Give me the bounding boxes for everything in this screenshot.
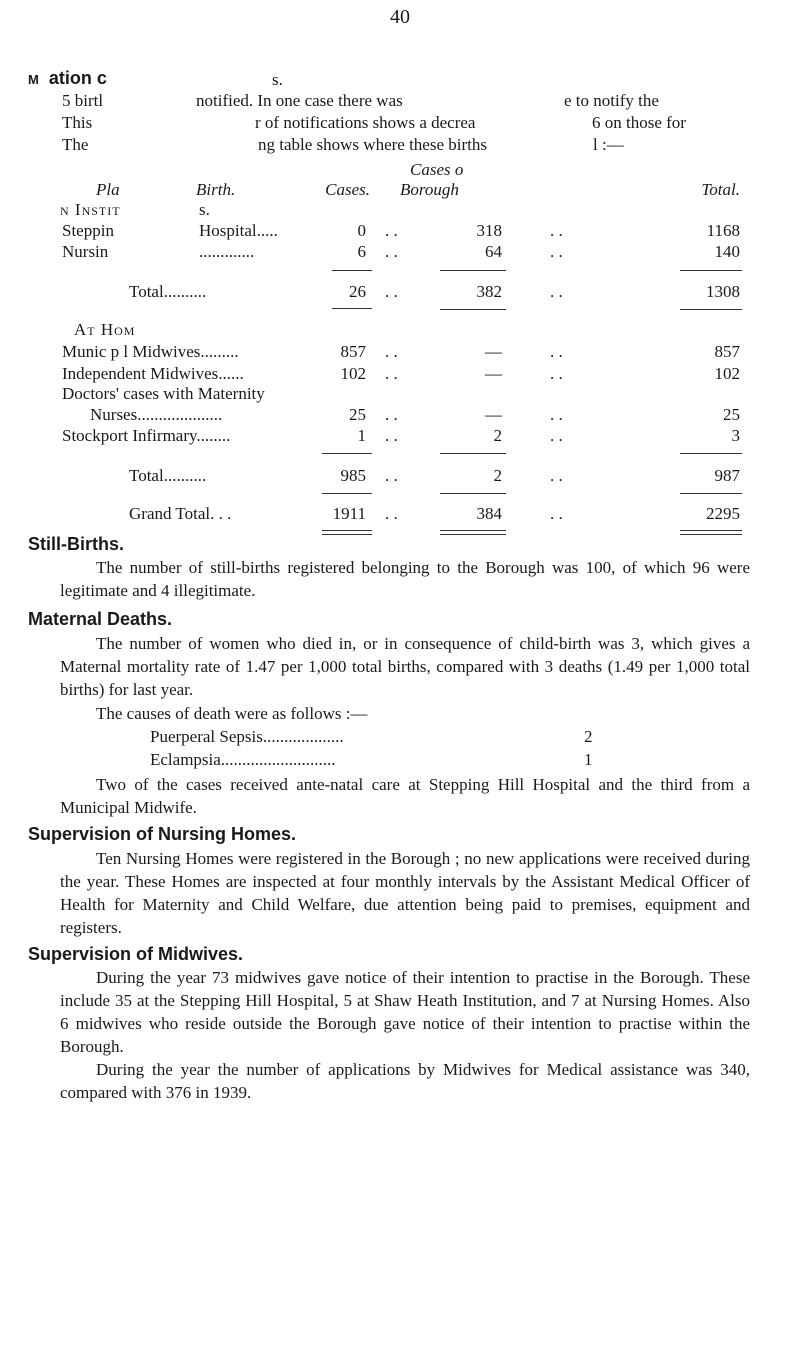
rule bbox=[680, 493, 742, 494]
dots: . . bbox=[550, 221, 563, 240]
row-label: Doctors' cases with Maternity bbox=[62, 384, 265, 403]
rule bbox=[680, 453, 742, 454]
cell-cases: 1911 bbox=[332, 504, 366, 523]
cell-total: 3 bbox=[731, 426, 740, 445]
dots: . . bbox=[385, 466, 398, 485]
row-sublabel: ............. bbox=[199, 242, 255, 261]
dots: . . bbox=[550, 426, 563, 445]
rule bbox=[440, 493, 506, 494]
cell-borough: 382 bbox=[476, 282, 502, 301]
page-number: 40 bbox=[390, 6, 410, 28]
dots: . . bbox=[550, 405, 563, 424]
rule bbox=[322, 493, 372, 494]
intro-line2-mid: notified. In one case there was bbox=[196, 91, 403, 110]
cell-total: 140 bbox=[714, 242, 740, 261]
cell-borough: 64 bbox=[485, 242, 502, 261]
rule bbox=[332, 270, 372, 271]
cell-total: 857 bbox=[714, 342, 740, 361]
cell-borough: — bbox=[485, 342, 502, 361]
midwives-text1: During the year 73 midwives gave notice of their intention to practise in the Borough. These include 35 at the Stepping Hill Hospital, 5 at Shaw Heath Institution, and 7 at Nursing Homes. Also 6 midwives who reside outside the Borough gave notice of their intention to practise within the Borough. bbox=[60, 968, 750, 1056]
cases-of-header: Cases o bbox=[410, 160, 464, 179]
cell-borough: — bbox=[485, 405, 502, 424]
dots: . . bbox=[550, 364, 563, 383]
midwives-text2: During the year the number of applications by Midwives for Medical assistance was 340, compared with 376 in 1939. bbox=[60, 1060, 750, 1102]
cause-label: Eclampsia........................... bbox=[150, 750, 336, 769]
double-rule bbox=[322, 530, 372, 535]
maternal-text: The number of women who died in, or in consequence of child-birth was 3, which gives a Maternal mortality rate of 1.47 per 1,000 total births, compared with 3 deaths (1.49 per 1,000 total births) for last year. bbox=[60, 634, 750, 699]
col-header-total: Total. bbox=[701, 180, 740, 199]
row-label: Munic p l Midwives......... bbox=[62, 342, 239, 361]
cell-borough: 2 bbox=[493, 426, 502, 445]
rule bbox=[680, 270, 742, 271]
dots: . . bbox=[385, 504, 398, 523]
double-rule bbox=[680, 530, 742, 535]
row-label: Stockport Infirmary........ bbox=[62, 426, 231, 445]
intro-line3-mid: r of notifications shows a decrea bbox=[255, 113, 476, 132]
dots: . . bbox=[550, 282, 563, 301]
maternal-heading: Maternal Deaths. bbox=[28, 609, 173, 629]
intro-line2-left: 5 birtl bbox=[62, 91, 104, 110]
cell-borough: 318 bbox=[476, 221, 502, 240]
dots: . . bbox=[385, 282, 398, 301]
nursing-homes-heading: Supervision of Nursing Homes. bbox=[28, 824, 297, 844]
dots: . . bbox=[385, 342, 398, 361]
section-institutions-suffix: s. bbox=[199, 200, 210, 219]
cell-total: 1168 bbox=[706, 221, 740, 240]
dots: . . bbox=[385, 405, 398, 424]
dots: . . bbox=[550, 466, 563, 485]
cell-total: 2295 bbox=[706, 504, 740, 523]
dots: . . bbox=[550, 242, 563, 261]
cell-total: 25 bbox=[723, 405, 740, 424]
still-births-heading: Still-Births. bbox=[28, 534, 125, 554]
cell-cases: 1 bbox=[357, 426, 366, 445]
midwives-heading: Supervision of Midwives. bbox=[28, 944, 244, 964]
cell-cases: 985 bbox=[340, 466, 366, 485]
col-header-borough: Borough bbox=[400, 180, 459, 199]
intro-line2-right: e to notify the bbox=[564, 91, 659, 110]
still-births-text: The number of still-births registered belonging to the Borough was 100, of which 96 were legitimate and 4 illegitimate. bbox=[60, 558, 750, 600]
intro-line3-left: This bbox=[62, 113, 93, 132]
cell-borough: 384 bbox=[476, 504, 502, 523]
cell-total: 987 bbox=[714, 466, 740, 485]
section-institutions: n Instit bbox=[60, 200, 121, 219]
col-header-birth: Birth. bbox=[196, 180, 236, 199]
rule bbox=[440, 453, 506, 454]
intro-line4-right: l :— bbox=[593, 135, 624, 154]
dots: . . bbox=[550, 504, 563, 523]
row-label: Nursin bbox=[62, 242, 109, 261]
double-rule bbox=[440, 530, 506, 535]
cause-value: 1 bbox=[584, 750, 593, 769]
cause-label: Puerperal Sepsis................... bbox=[150, 727, 344, 746]
cause-value: 2 bbox=[584, 727, 593, 746]
intro-line4-left: The bbox=[62, 135, 89, 154]
rule bbox=[440, 309, 506, 310]
maternal-after: Two of the cases received ante-natal care at Stepping Hill Hospital and the third from a Municipal Midwife. bbox=[60, 775, 750, 817]
dots: . . bbox=[385, 364, 398, 383]
cell-total: 102 bbox=[714, 364, 740, 383]
col-header-place: Pla bbox=[96, 180, 120, 199]
total-label: Total.......... bbox=[129, 282, 207, 301]
row-label: Independent Midwives...... bbox=[62, 364, 244, 383]
rule bbox=[680, 309, 742, 310]
cell-borough: 2 bbox=[493, 466, 502, 485]
nursing-homes-text: Ten Nursing Homes were registered in the Borough ; no new applications were received during the year. These Homes are inspected at four monthly intervals by the Assistant Medical Officer of Health for Maternity and Child Welfare, due attention being paid to premises, equipment and registers. bbox=[60, 849, 750, 937]
cell-cases: 102 bbox=[340, 364, 366, 383]
row-label: Steppin bbox=[62, 221, 114, 240]
cell-borough: — bbox=[485, 364, 502, 383]
total-label: Total.......... bbox=[129, 466, 207, 485]
cell-cases: 25 bbox=[349, 405, 366, 424]
row-label: Nurses.................... bbox=[90, 405, 223, 424]
col-header-cases: Cases. bbox=[325, 180, 370, 199]
row-sublabel: Hospital..... bbox=[199, 221, 278, 240]
intro-line4-mid: ng table shows where these births bbox=[258, 135, 487, 154]
dots: . . bbox=[385, 242, 398, 261]
section-at-home: At Hom bbox=[74, 320, 136, 339]
cell-cases: 26 bbox=[349, 282, 366, 301]
cell-cases: 0 bbox=[357, 221, 366, 240]
dots: . . bbox=[550, 342, 563, 361]
intro-heading: M ation c bbox=[28, 68, 107, 88]
cell-total: 1308 bbox=[706, 282, 740, 301]
intro-line1-right: s. bbox=[272, 70, 283, 89]
grand-total-label: Grand Total. . . bbox=[129, 504, 232, 523]
rule bbox=[322, 453, 372, 454]
rule bbox=[332, 308, 372, 309]
rule bbox=[440, 270, 506, 271]
cell-cases: 6 bbox=[357, 242, 366, 261]
cell-cases: 857 bbox=[340, 342, 366, 361]
dots: . . bbox=[385, 221, 398, 240]
causes-intro: The causes of death were as follows :— bbox=[96, 704, 368, 723]
intro-line3-right: 6 on those for bbox=[592, 113, 686, 132]
dots: . . bbox=[385, 426, 398, 445]
